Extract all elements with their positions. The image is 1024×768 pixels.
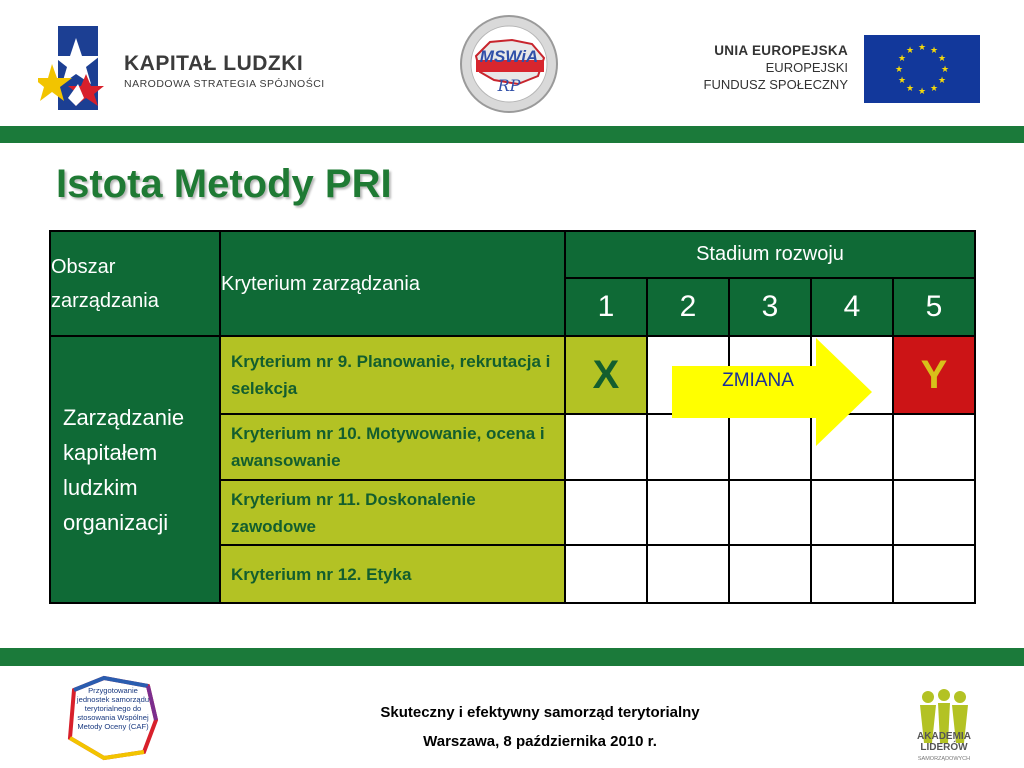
kapital-ludzki-title: KAPITAŁ LUDZKI <box>124 52 304 75</box>
stage-2: 2 <box>647 278 729 336</box>
criterion-9: Kryterium nr 9. Planowanie, rekrutacja i selekcja <box>220 336 565 414</box>
svg-text:★: ★ <box>917 87 927 97</box>
group-label: Zarządzanie kapitałem ludzkim organizacji <box>50 336 220 603</box>
svg-text:★: ★ <box>905 46 915 56</box>
header-stadium: Stadium rozwoju <box>565 231 975 278</box>
akademia-liderow-subtext: SAMORZĄDOWYCH <box>917 756 971 762</box>
cell <box>811 480 893 545</box>
cell <box>811 545 893 603</box>
eu-fund-text <box>704 42 848 93</box>
kapital-ludzki-subtitle: NARODOWA STRATEGIA SPÓJNOŚCI <box>124 78 325 90</box>
cell <box>565 545 647 603</box>
stage-5: 5 <box>893 278 975 336</box>
svg-text:★: ★ <box>894 65 904 75</box>
header-obszar: Obszar zarządzania <box>50 231 220 336</box>
svg-text:★: ★ <box>940 65 950 75</box>
kapital-ludzki-star-icon <box>38 24 124 114</box>
zmiana-label: ZMIANA <box>722 370 794 391</box>
stage-4: 4 <box>811 278 893 336</box>
caf-logo-text: Przygotowanie jednostek samorządu terytorialnego do stosowania Wspólnej Metody Oceny (CAF) <box>76 686 150 731</box>
ue-line-1: UNIA EUROPEJSKA <box>714 43 848 58</box>
top-green-bar <box>0 126 1024 143</box>
svg-text:★: ★ <box>897 54 907 64</box>
header-kryterium: Kryterium zarządzania <box>220 231 565 336</box>
cell <box>729 545 811 603</box>
criterion-10: Kryterium nr 10. Motywowanie, ocena i awansowanie <box>220 414 565 480</box>
eu-stars-icon <box>864 35 980 103</box>
svg-text:★: ★ <box>917 43 927 53</box>
cell <box>565 414 647 480</box>
ue-line-3: FUNDUSZ SPOŁECZNY <box>703 77 848 92</box>
cell <box>565 480 647 545</box>
stage-3: 3 <box>729 278 811 336</box>
stage-1: 1 <box>565 278 647 336</box>
cell <box>893 480 975 545</box>
mswia-logo <box>454 14 564 114</box>
footer-line-2: Warszawa, 8 października 2010 r. <box>423 733 657 750</box>
svg-text:★: ★ <box>905 84 915 94</box>
svg-text:★: ★ <box>937 76 947 86</box>
akademia-liderow-text: AKADEMIA LIDERÓW <box>917 731 971 753</box>
eu-flag-icon <box>864 35 980 103</box>
svg-text:★: ★ <box>937 54 947 64</box>
svg-text:★: ★ <box>929 46 939 56</box>
zmiana-arrow-icon <box>672 338 872 446</box>
footer-line-1: Skuteczny i efektywny samorząd terytorialny <box>380 704 700 721</box>
mark-y: Y <box>893 336 975 414</box>
criterion-12: Kryterium nr 12. Etyka <box>220 545 565 603</box>
cell <box>893 545 975 603</box>
criterion-11: Kryterium nr 11. Doskonalenie zawodowe <box>220 480 565 545</box>
bottom-green-bar <box>0 648 1024 666</box>
page-title: Istota Metody PRI <box>56 162 392 206</box>
mark-x: X <box>565 336 647 414</box>
kapital-ludzki-logo <box>38 24 368 114</box>
mswia-rp-text: RP <box>497 76 521 95</box>
cell <box>893 414 975 480</box>
cell <box>729 480 811 545</box>
cell <box>647 480 729 545</box>
mswia-text: MSWiA <box>479 47 539 66</box>
svg-text:★: ★ <box>897 76 907 86</box>
cell <box>647 545 729 603</box>
svg-text:★: ★ <box>929 84 939 94</box>
ue-line-2: EUROPEJSKI <box>765 60 848 75</box>
